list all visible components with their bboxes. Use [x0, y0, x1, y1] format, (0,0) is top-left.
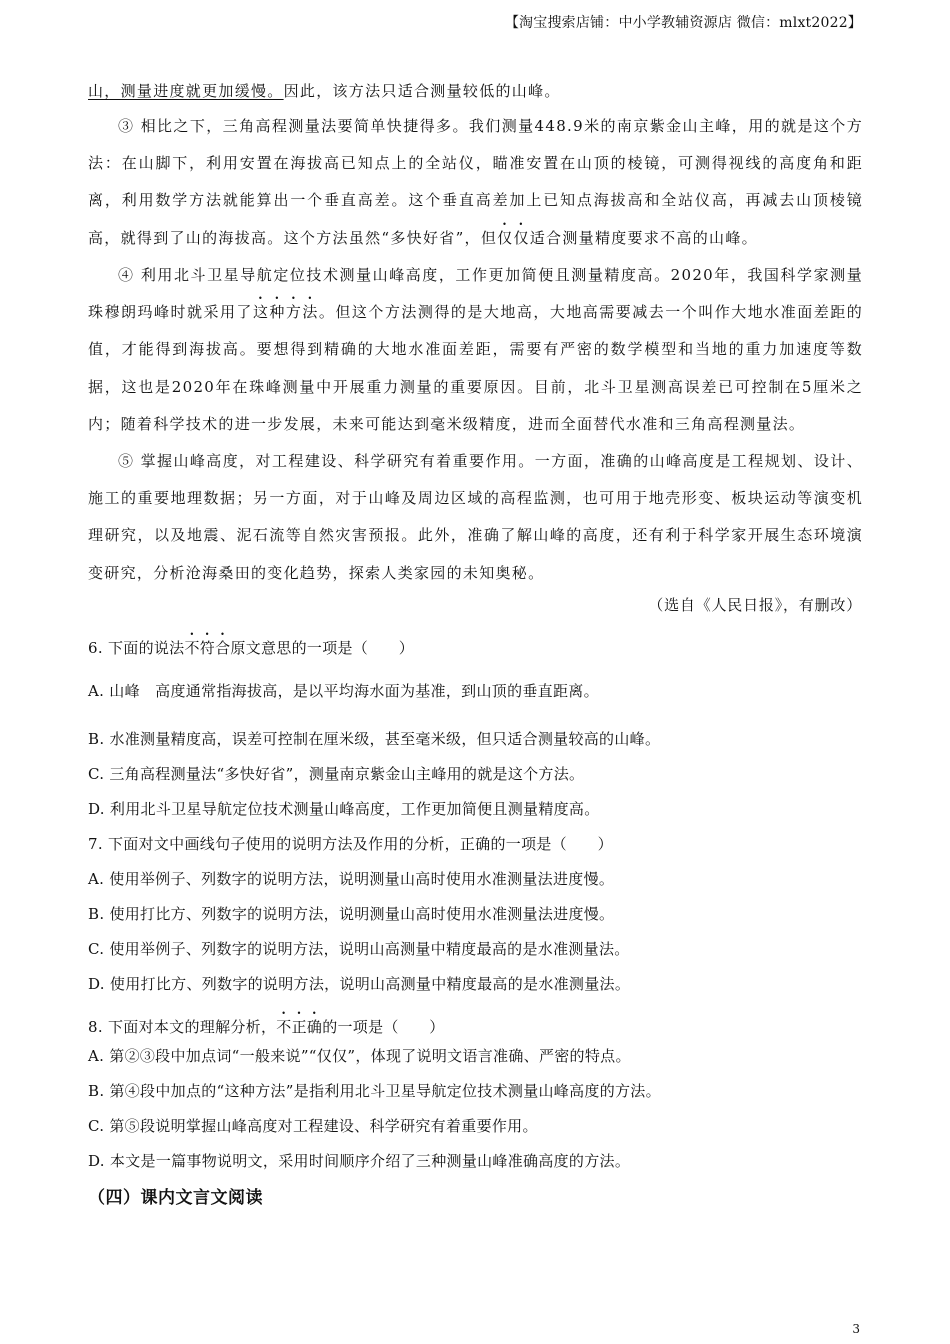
question-7-option-a: A. 使用举例子、列数字的说明方法，说明测量山高时使用水准测量法进度慢。	[88, 870, 615, 888]
paragraph-text: 。但这个方法测得的是大地高，大地高需要减去一个叫作大地水准面差距的值，才能得到海拔高。要想得到精确的大地水准面差距，需要有严密的数学模型和当地的重力加速度等数据，这也是2020年在珠峰测量中开展重力测量的重要原因。目前，北斗卫星测高误差已可控制在5厘米之内；随着科学技术的进一步发展，未来可能达到毫米级精度，进而全面替代水准和三角高程测量法。	[88, 303, 863, 433]
question-7-option-c: C. 使用举例子、列数字的说明方法，说明山高测量中精度最高的是水准测量法。	[88, 940, 630, 958]
section-title: （四）课内文言文阅读	[88, 1188, 263, 1208]
paragraph-text: 因此，该方法只适合测量较低的山峰。	[283, 82, 561, 100]
question-6-option-a: A. 山峰 高度通常指海拔高，是以平均海水面为基准，到山顶的垂直距离。	[88, 682, 599, 700]
question-8-stem	[88, 1009, 445, 1037]
stem-text: 8. 下面对本文的理解分析，	[88, 1018, 277, 1036]
stem-text: 6. 下面的说法	[88, 639, 185, 657]
passage-paragraph-4	[88, 257, 863, 443]
question-7-option-b: B. 使用打比方、列数字的说明方法，说明测量山高时使用水准测量法进度慢。	[88, 905, 615, 923]
dotted-word-jinjin: 仅仅	[497, 228, 530, 247]
question-7-stem: 7. 下面对文中画线句子使用的说明方法及作用的分析，正确的一项是（ ）	[88, 835, 613, 853]
dotted-keyword: 不正确	[276, 1018, 323, 1036]
dotted-phrase-zhezhongfangfa: 这种方法	[252, 303, 319, 322]
passage-paragraph-3	[88, 108, 863, 257]
paragraph-text: 适合测量精度要求不高的山峰。	[529, 228, 758, 247]
question-8-option-d: D. 本文是一篇事物说明文，采用时间顺序介绍了三种测量山峰准确高度的方法。	[88, 1152, 631, 1170]
page-number: 3	[852, 1322, 860, 1336]
question-6-option-b: B. 水准测量精度高，误差可控制在厘米级，甚至毫米级，但只适合测量较高的山峰。	[88, 730, 661, 748]
question-6-stem	[88, 630, 414, 658]
stem-text: 原文意思的一项是（ ）	[230, 639, 414, 657]
question-8-option-b: B. 第④段中加点的“这种方法”是指利用北斗卫星导航定位技术测量山峰高度的方法。	[88, 1082, 661, 1100]
paragraph-text: ⑤ 掌握山峰高度，对工程建设、科学研究有着重要作用。一方面，准确的山峰高度是工程规划、设计、施工的重要地理数据；另一方面，对于山峰及周边区域的高程监测，也可用于地壳形变、板块运动等演变机理研究，以及地震、泥石流等自然灾害预报。此外，准确了解山峰的高度，还有利于科学家开展生态环境演变研究，分析沧海桑田的变化趋势，探索人类家园的未知奥秘。	[88, 452, 863, 582]
underlined-sentence: 山，测量进度就更加缓慢。	[88, 82, 284, 100]
paragraph-text: ③ 相比之下，三角高程测量法要简单快捷得多。我们测量448.9米的南京紫金山主峰，用的就是这个方法：在山脚下，利用安置在海拔高已知点上的全站仪，瞄准安置在山顶的棱镜，可测得视线的高度角和距离，利用数学方法就能算出一个垂直高差。这个垂直高差加上已知点海拔高和全站仪高，再减去山顶棱镜高，就得到了山的海拔高。这个方法虽然“多快好省”，但	[88, 117, 863, 247]
question-7-option-d: D. 使用打比方、列数字的说明方法，说明山高测量中精度最高的是水准测量法。	[88, 975, 631, 993]
stem-text: 的一项是（ ）	[322, 1018, 445, 1036]
passage-paragraph-5	[88, 443, 863, 592]
question-6-option-d: D. 利用北斗卫星导航定位技术测量山峰高度，工作更加简便且测量精度高。	[88, 800, 600, 818]
question-8-option-c: C. 第⑤段说明掌握山峰高度对工程建设、科学研究有着重要作用。	[88, 1117, 538, 1135]
question-8-option-a: A. 第②③段中加点词“一般来说”“仅仅”，体现了说明文语言准确、严密的特点。	[88, 1047, 631, 1065]
paragraph-text: ④ 利用北斗卫星导航定位技术测量山峰高度，工作更加简便且测量精度高。2020年，我国科学家测量珠穆朗玛峰时就采用了	[88, 266, 863, 322]
question-6-option-c: C. 三角高程测量法“多快好省”，测量南京紫金山主峰用的就是这个方法。	[88, 765, 585, 783]
passage-source: （选自《人民日报》，有删改）	[648, 596, 862, 614]
dotted-keyword: 不符合	[184, 639, 231, 657]
passage-paragraph-2-tail	[88, 73, 863, 110]
page-header-watermark: 【淘宝搜索店铺：中小学教辅资源店 微信：mlxt2022】	[504, 15, 862, 31]
